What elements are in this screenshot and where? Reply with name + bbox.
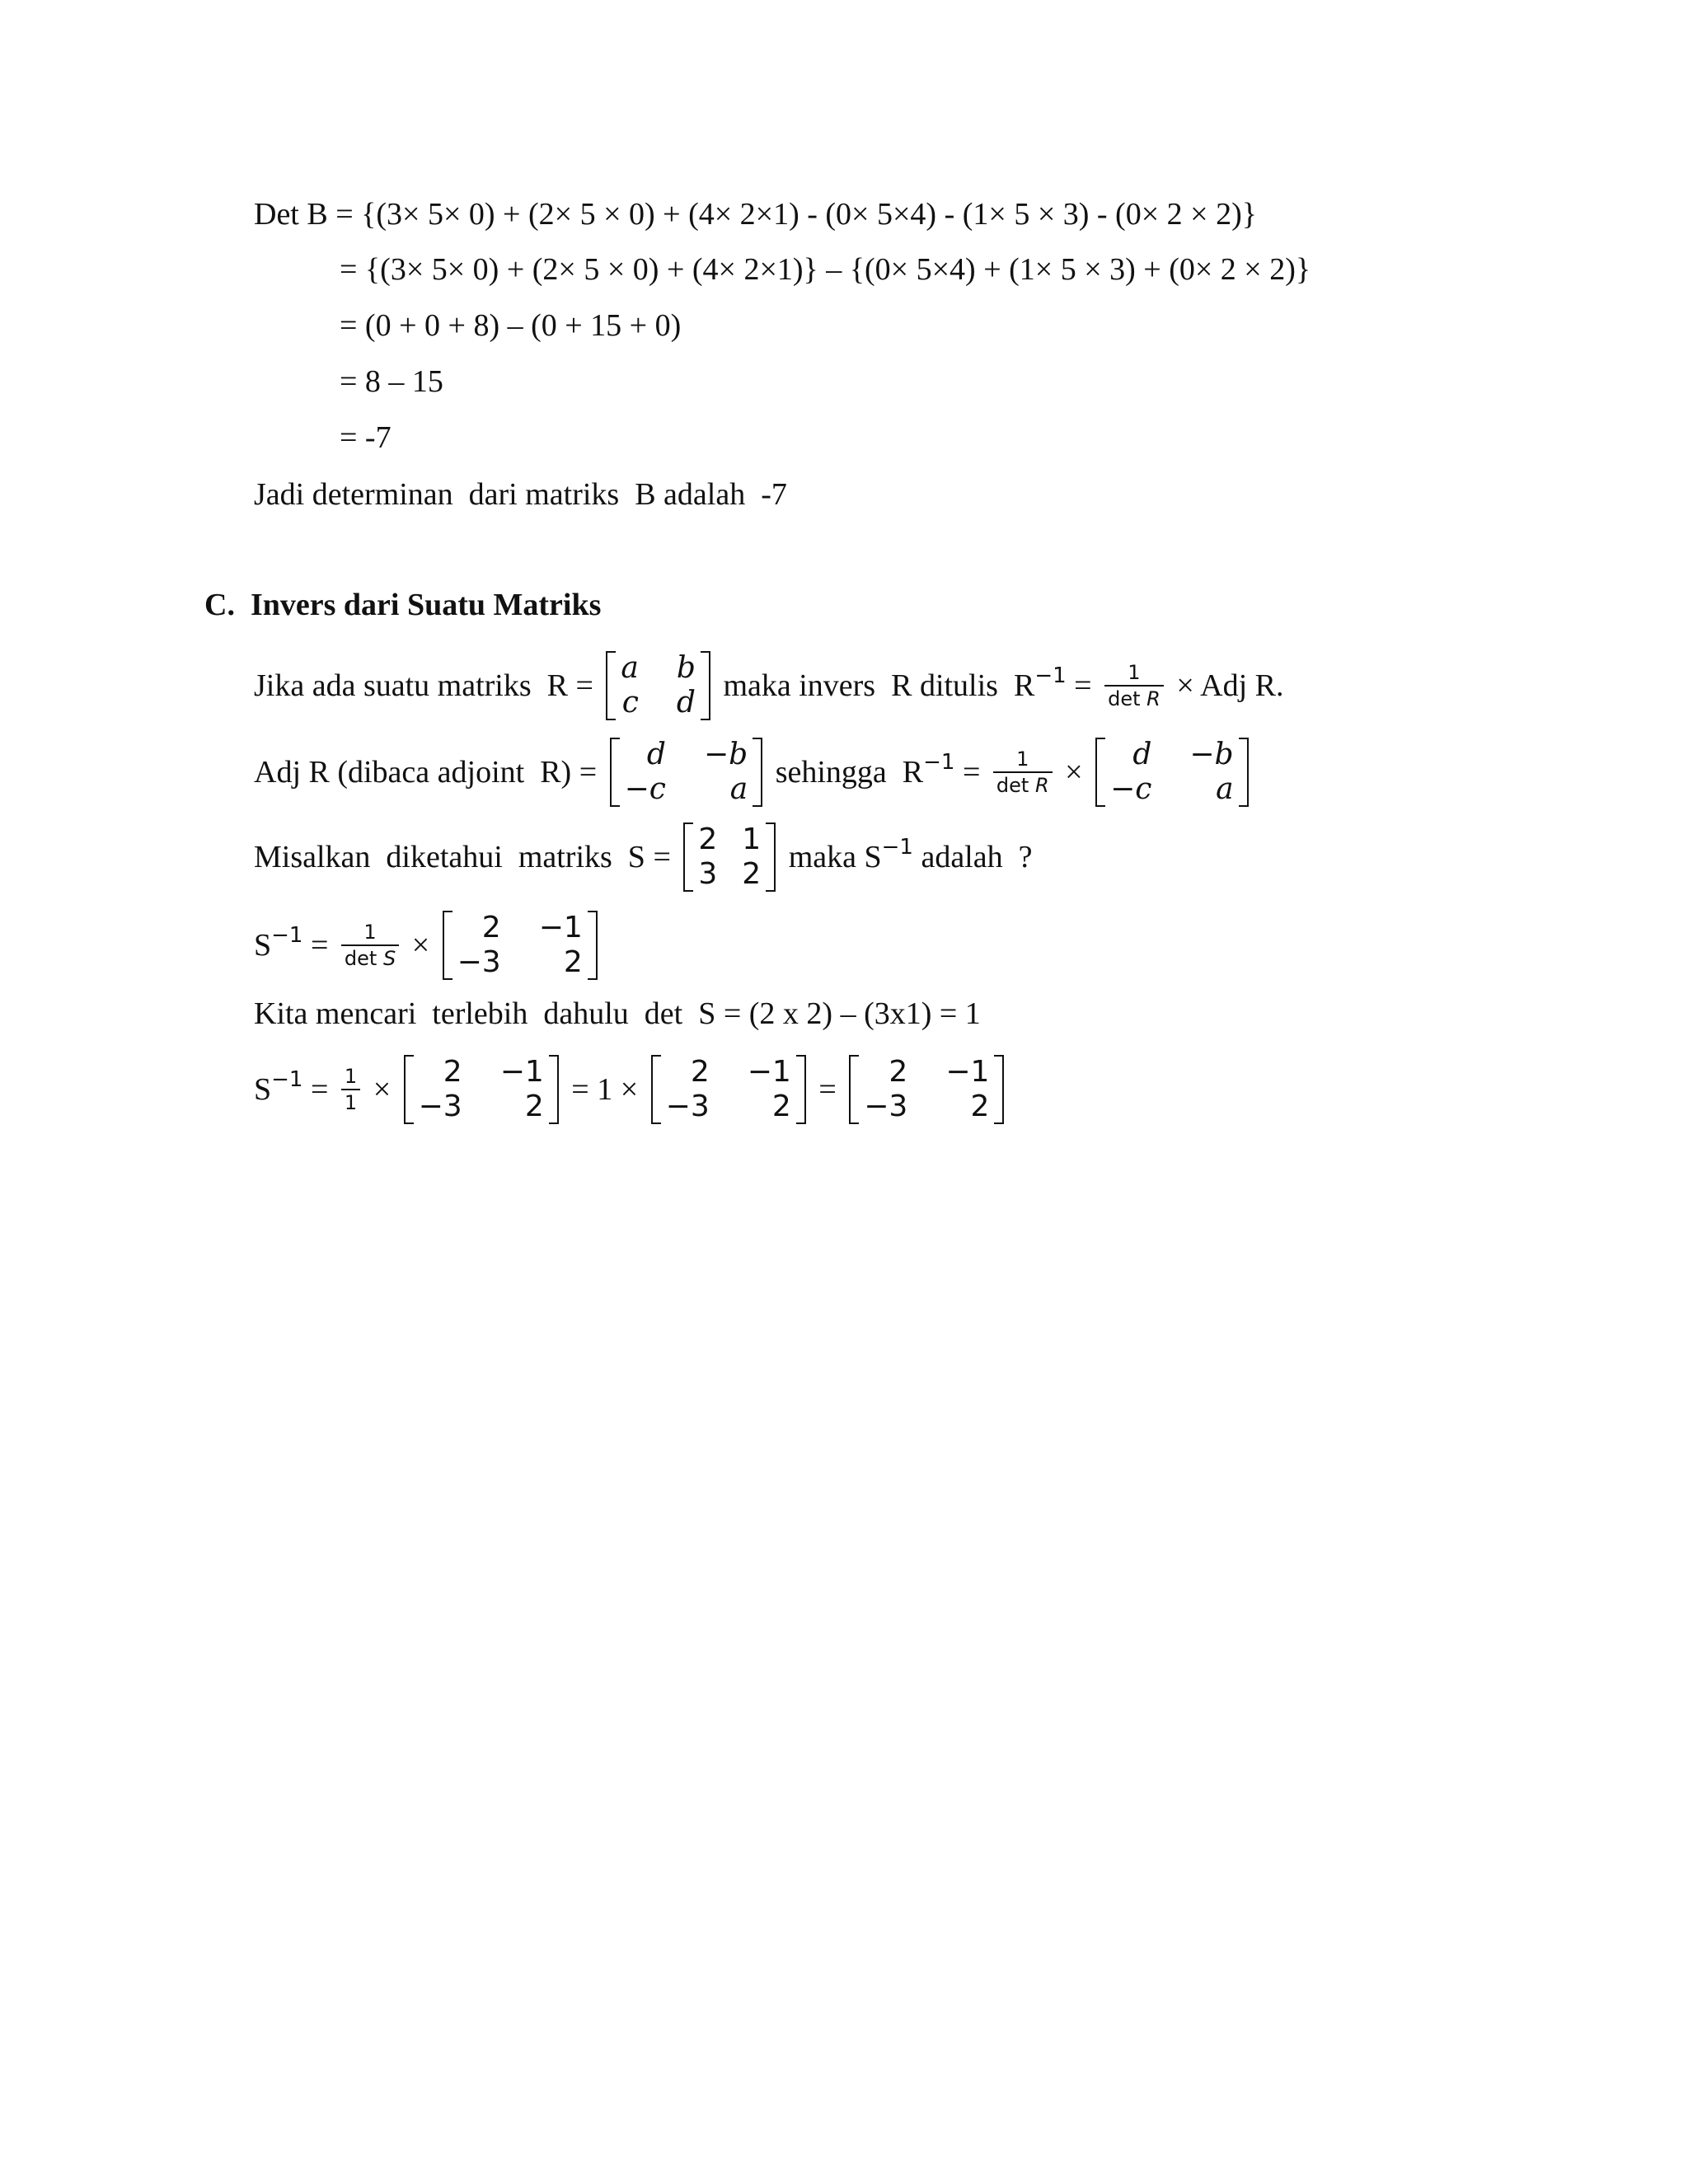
fraction-1-over-det-r: $\frac{1}{\text{det R}}$ — [1104, 663, 1164, 709]
det-b-line-1 — [254, 196, 1257, 232]
s-inverse-formula: S −1 = $\frac{1}{\text{det S}}$ × 2 −1 −3 2 — [254, 911, 603, 980]
section-heading: C. Invers dari Suatu Matriks — [204, 588, 602, 622]
det-b-line-4: = 8 – 15 — [340, 364, 443, 399]
matrix-s-line: Misalkan diketahui matriks S = 2 1 3 2 maka S −1 adalah ? — [254, 823, 1033, 891]
inverse-definition-line: Jika ada suatu matriks R = a b c d maka invers R ditulis R −1 = $\frac{1}{\text{det R}}$ × Adj R. — [254, 651, 1284, 719]
det-b-conclusion: Jadi determinan dari matriks B adalah -7 — [254, 477, 787, 512]
det-b-line-2: = {(3× 5× 0) + (2× 5 × 0) + (4× 2×1)} – {(0× 5×4) + (1× 5 × 3) + (0× 2 × 2)} — [340, 252, 1311, 287]
det-b-line-3: = (0 + 0 + 8) – (0 + 15 + 0) — [340, 308, 682, 343]
matrix-result-3: 2 −1 −3 2 — [849, 1055, 1004, 1124]
matrix-adj-r: d −b −c a — [610, 738, 763, 807]
s-inverse-result: S −1 = $\frac{1}{1}$ × 2 −1 −3 2 = 1 × 2 −1 −3 2 = 2 −1 −3 2 — [254, 1055, 1009, 1124]
det-b-expression: Det B = {(3× 5× 0) + (2× 5 × 0) + (4× 2×1) - (0× 5×4) - (1× 5 × 3) - (0× 2 × 2)} — [254, 197, 1257, 232]
adjoint-line: Adj R (dibaca adjoint R) = d −b −c a sehingga R −1 = $\frac{1}{\text{det R}}$ × d −b −c a — [254, 738, 1254, 807]
matrix-s: 2 1 3 2 — [683, 823, 776, 892]
matrix-adj-s: 2 −1 −3 2 — [443, 911, 598, 980]
matrix-r: a b c d — [606, 651, 710, 720]
det-s-line: Kita mencari terlebih dahulu det S = (2 x 2) – (3x1) = 1 — [254, 996, 981, 1031]
matrix-result-1: 2 −1 −3 2 — [404, 1055, 559, 1124]
det-b-line-5: = -7 — [340, 420, 392, 455]
matrix-result-2: 2 −1 −3 2 — [651, 1055, 806, 1124]
matrix-adj-r-2: d −b −c a — [1095, 738, 1249, 807]
